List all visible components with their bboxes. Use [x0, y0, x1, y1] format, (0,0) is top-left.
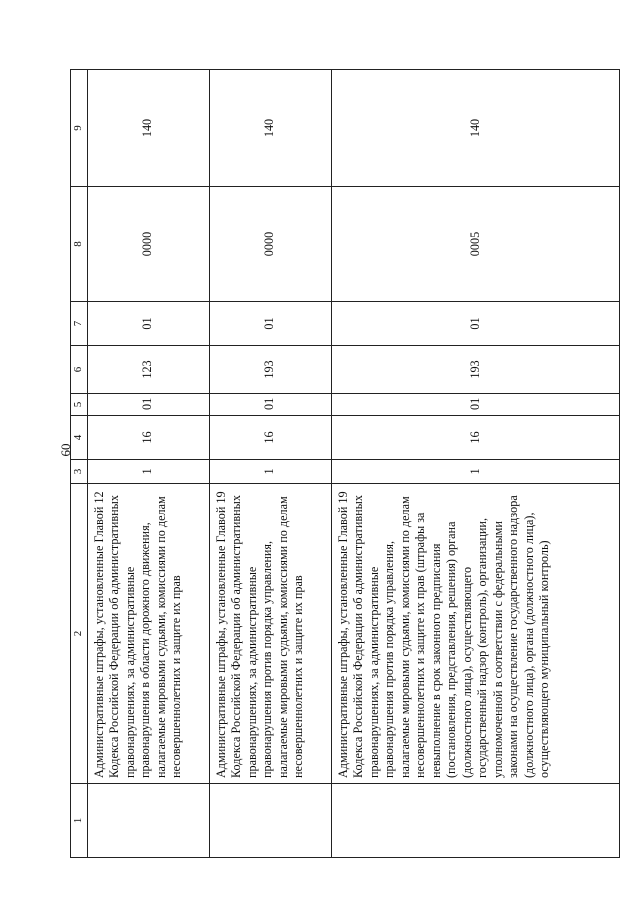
- cell-col8: 0000: [87, 187, 209, 302]
- cell-col6: 193: [209, 346, 331, 394]
- table-sheet: [70, 70, 620, 858]
- cell-col6: 123: [87, 346, 209, 394]
- cell-col9: 140: [209, 70, 331, 187]
- cell-col1: [209, 784, 331, 858]
- cell-col5: 01: [331, 394, 620, 416]
- cell-col4: 16: [87, 416, 209, 460]
- page-number: 60: [58, 443, 73, 457]
- cell-col8: 0005: [331, 187, 620, 302]
- column-header-2: 2: [71, 484, 88, 784]
- column-header-8: 8: [71, 187, 88, 302]
- budget-classification-table: [70, 69, 620, 858]
- column-header-5: 5: [71, 394, 88, 416]
- cell-col4: 16: [331, 416, 620, 460]
- cell-col9: 140: [331, 70, 620, 187]
- cell-col7: 01: [209, 302, 331, 346]
- column-header-6: 6: [71, 346, 88, 394]
- cell-description: Административные штрафы, установленные Главой 12 Кодекса Российской Федерации об административных правонарушениях, за административные правонарушения в области дорожного движения, налагаемые мировыми судьями, комиссиями по делам несовершеннолетних и защите их прав: [87, 484, 209, 784]
- cell-col3: 1: [209, 460, 331, 484]
- cell-col1: [331, 784, 620, 858]
- cell-col8: 0000: [209, 187, 331, 302]
- column-header-3: 3: [71, 460, 88, 484]
- column-header-4: 4: [71, 416, 88, 460]
- cell-col6: 193: [331, 346, 620, 394]
- cell-col5: 01: [209, 394, 331, 416]
- cell-col3: 1: [87, 460, 209, 484]
- cell-col4: 16: [209, 416, 331, 460]
- column-header-7: 7: [71, 302, 88, 346]
- cell-col1: [87, 784, 209, 858]
- cell-col7: 01: [331, 302, 620, 346]
- cell-col7: 01: [87, 302, 209, 346]
- cell-col9: 140: [87, 70, 209, 187]
- table-row: [209, 70, 331, 858]
- header-row: [71, 70, 88, 858]
- cell-description: Административные штрафы, установленные Главой 19 Кодекса Российской Федерации об административных правонарушениях, за административные правонарушения против порядка управления, налагаемые мировыми судьями, комиссиями по делам несовершеннолетних и защите их прав: [209, 484, 331, 784]
- cell-description: Административные штрафы, установленные Главой 19 Кодекса Российской Федерации об административных правонарушениях, за административные правонарушения против порядка управления, налагаемые мировыми судьями, комиссиями по делам несовершеннолетних и защите их прав (штрафы за невыполнение в срок законного предписания (постановления, представления, решения) органа (должностного лица), осуществляющего государственный надзор (контроль), организации, уполномоченной в соответствии с федеральными законами на осуществление государственного надзора (должностного лица), органа (должностного лица), осуществляющего муниципальный контроль): [331, 484, 620, 784]
- table-row: [331, 70, 620, 858]
- column-header-1: 1: [71, 784, 88, 858]
- cell-col5: 01: [87, 394, 209, 416]
- cell-col3: 1: [331, 460, 620, 484]
- table-row: [87, 70, 209, 858]
- column-header-9: 9: [71, 70, 88, 187]
